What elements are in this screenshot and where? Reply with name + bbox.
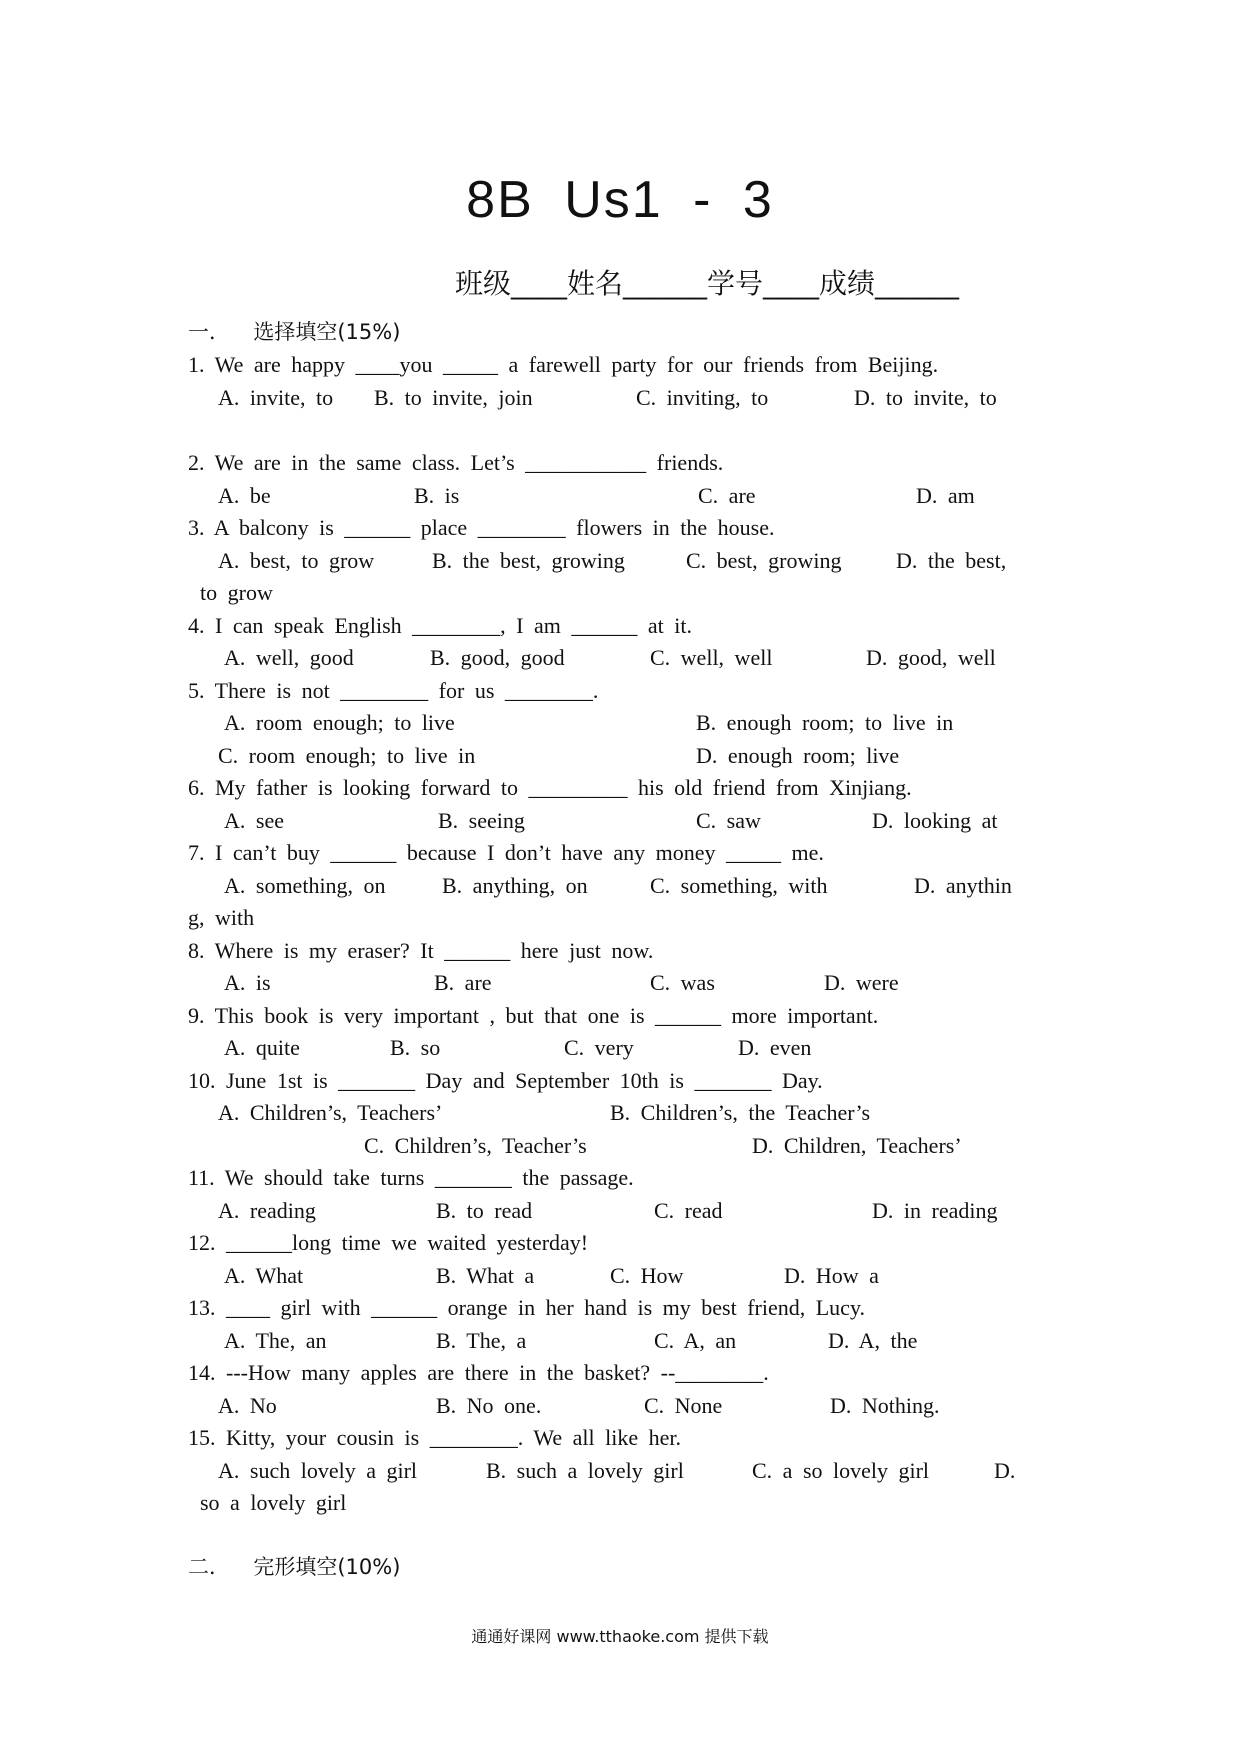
option-d: D. the best,	[896, 547, 1007, 573]
option-row	[188, 1260, 1058, 1293]
option-row	[188, 1390, 1058, 1423]
option-a: A. well, good	[224, 645, 354, 670]
option-row	[188, 1097, 1058, 1130]
question-4	[188, 610, 1058, 675]
option-a: A. best, to grow	[218, 547, 375, 573]
option-b: B. to read	[436, 1197, 533, 1223]
option-wrap-text: so a lovely girl	[200, 1490, 347, 1515]
option-row	[188, 967, 1058, 1000]
option-c: C. a so lovely girl	[752, 1457, 930, 1483]
question-13	[188, 1292, 1058, 1357]
question-6	[188, 772, 1058, 837]
option-b: B. such a lovely girl	[486, 1457, 684, 1483]
question-stem: 11. We should take turns _______ the passage.	[188, 1165, 634, 1190]
spacer	[188, 1520, 1058, 1550]
option-a: A. What	[224, 1262, 304, 1288]
option-a: A. Children’s, Teachers’	[218, 1100, 443, 1125]
option-d: D. were	[824, 970, 899, 995]
student-info-line: 班级____姓名______学号____成绩______	[455, 267, 960, 300]
option-d: D. A, the	[828, 1327, 918, 1353]
option-d: D. good, well	[866, 645, 996, 670]
question-8	[188, 935, 1058, 1000]
question-12	[188, 1227, 1058, 1292]
option-d: D. How a	[784, 1262, 879, 1288]
option-row	[188, 1032, 1058, 1065]
option-c: C. very	[564, 1035, 634, 1060]
question-10	[188, 1065, 1058, 1163]
option-d: D. looking at	[872, 807, 998, 833]
option-row	[188, 870, 1058, 903]
option-a: A. The, an	[224, 1327, 327, 1353]
option-c: C. None	[644, 1392, 723, 1418]
question-stem: 6. My father is looking forward to _________ his old friend from Xinjiang.	[188, 775, 912, 800]
option-d: D. Children, Teachers’	[752, 1132, 962, 1158]
option-d: D. anythin	[914, 872, 1012, 898]
option-c: C. are	[698, 482, 756, 508]
option-wrap-text: to grow	[200, 580, 273, 605]
option-b: B. enough room; to live in	[696, 710, 954, 735]
option-b: B. to invite, join	[374, 384, 533, 410]
option-b: B. good, good	[430, 645, 565, 670]
question-stem: 15. Kitty, your cousin is ________. We all like her.	[188, 1425, 681, 1450]
question-stem: 4. I can speak English ________, I am ______ at it.	[188, 612, 692, 638]
option-d: D. enough room; live	[696, 742, 900, 768]
option-c: C. saw	[696, 807, 761, 833]
option-d: D. in reading	[872, 1197, 998, 1223]
option-b: B. What a	[436, 1262, 535, 1288]
option-c: C. Children’s, Teacher’s	[364, 1132, 587, 1158]
option-d: D.	[994, 1457, 1016, 1483]
page-title: 8B Us1 - 3	[466, 171, 774, 229]
option-a: A. something, on	[224, 872, 386, 898]
question-stem: 10. June 1st is _______ Day and September 10th is _______ Day.	[188, 1067, 823, 1093]
question-stem: 3. A balcony is ______ place ________ flowers in the house.	[188, 515, 775, 540]
question-stem: 13. ____ girl with ______ orange in her hand is my best friend, Lucy.	[188, 1295, 866, 1320]
option-b: B. is	[414, 482, 460, 508]
option-row	[188, 1325, 1058, 1358]
question-stem: 7. I can’t buy ______ because I don’t have any money _____ me.	[188, 840, 824, 865]
option-b: B. anything, on	[442, 872, 588, 898]
question-11	[188, 1162, 1058, 1227]
option-d: D. Nothing.	[830, 1392, 940, 1418]
option-a: A. see	[224, 807, 284, 833]
question-stem: 14. ---How many apples are there in the basket? --________.	[188, 1360, 769, 1385]
option-c: C. was	[650, 970, 715, 995]
option-d: D. even	[738, 1035, 812, 1060]
question-stem: 1. We are happy ____you _____ a farewell party for our friends from Beijing.	[188, 352, 939, 377]
section-heading-multiple-choice: 一． 选择填空(15%)	[188, 320, 401, 344]
option-d: D. to invite, to	[854, 384, 997, 410]
option-a: A. quite	[224, 1035, 300, 1060]
option-row	[188, 707, 1058, 740]
exam-body	[188, 315, 1058, 1584]
option-c: C. A, an	[654, 1327, 737, 1353]
option-b: B. Children’s, the Teacher’s	[610, 1100, 871, 1125]
option-wrap-text: g, with	[188, 905, 255, 930]
question-2	[188, 447, 1058, 512]
spacer	[188, 414, 1058, 447]
question-15	[188, 1422, 1058, 1520]
question-stem: 5. There is not ________ for us ________.	[188, 677, 599, 703]
option-b: B. The, a	[436, 1327, 527, 1353]
option-a: A. be	[218, 482, 271, 508]
option-row	[188, 382, 1058, 415]
option-c: C. well, well	[650, 645, 773, 670]
question-9	[188, 1000, 1058, 1065]
option-row	[188, 805, 1058, 838]
option-row	[188, 740, 1058, 773]
option-row	[188, 1130, 1058, 1163]
option-row	[188, 1455, 1058, 1488]
option-a: A. such lovely a girl	[218, 1457, 418, 1483]
option-row	[188, 480, 1058, 513]
question-stem: 8. Where is my eraser? It ______ here just now.	[188, 937, 654, 963]
option-c: C. room enough; to live in	[218, 742, 476, 768]
question-1	[188, 349, 1058, 414]
option-b: B. so	[390, 1035, 441, 1060]
option-b: B. are	[434, 970, 492, 995]
option-row	[188, 1195, 1058, 1228]
option-c: C. best, growing	[686, 547, 842, 573]
option-c: C. something, with	[650, 872, 828, 898]
question-3	[188, 512, 1058, 610]
question-5	[188, 675, 1058, 773]
question-stem: 12. ______long time we waited yesterday!	[188, 1230, 589, 1255]
option-a: A. No	[218, 1392, 277, 1418]
option-d: D. am	[916, 482, 975, 508]
question-14	[188, 1357, 1058, 1422]
option-a: A. is	[224, 970, 271, 995]
option-b: B. seeing	[438, 807, 525, 833]
question-stem: 2. We are in the same class. Let’s ___________ friends.	[188, 450, 724, 475]
option-b: B. the best, growing	[432, 547, 625, 573]
option-a: A. reading	[218, 1197, 316, 1223]
option-a: A. room enough; to live	[224, 710, 455, 735]
option-c: C. read	[654, 1197, 723, 1223]
option-c: C. How	[610, 1262, 684, 1288]
section-heading-cloze: 二． 完形填空(10%)	[188, 1554, 401, 1579]
question-stem: 9. This book is very important , but that one is ______ more important.	[188, 1002, 879, 1028]
option-row	[188, 545, 1058, 578]
option-b: B. No one.	[436, 1392, 542, 1418]
option-c: C. inviting, to	[636, 384, 769, 410]
footer-source: 通通好课网 www.tthaoke.com 提供下载	[471, 1627, 769, 1646]
question-7	[188, 837, 1058, 935]
option-row	[188, 642, 1058, 675]
option-a: A. invite, to	[218, 384, 334, 410]
